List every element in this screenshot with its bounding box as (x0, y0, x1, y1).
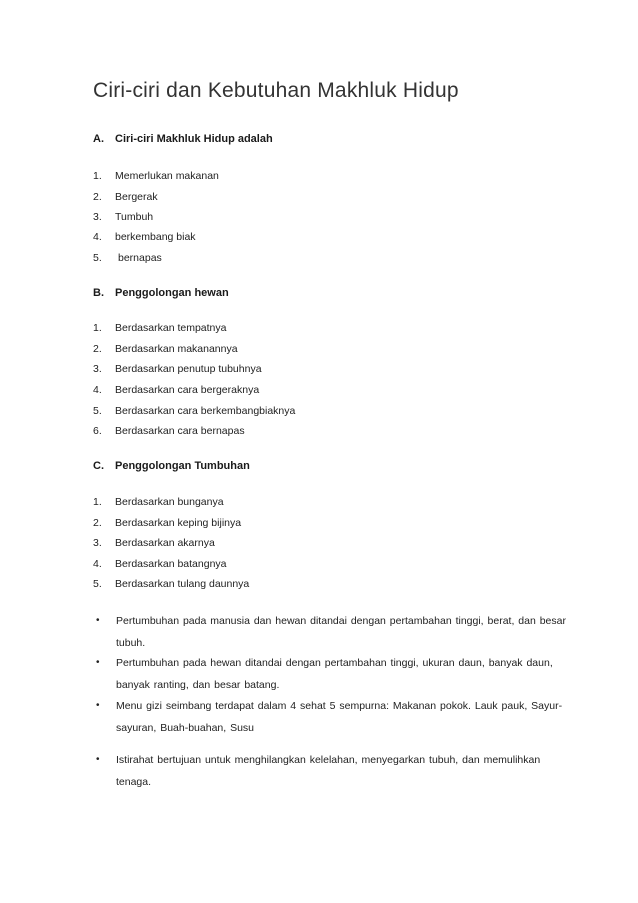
section-a-heading (93, 133, 273, 145)
bullet-icon: • (96, 700, 100, 711)
list-item (93, 343, 238, 355)
item-number: 2. (93, 191, 102, 203)
bullet-item (96, 749, 566, 793)
list-item (93, 231, 196, 243)
item-text: Berdasarkan batangnya (115, 558, 227, 570)
item-text: Berdasarkan tempatnya (115, 322, 227, 334)
item-text: Berdasarkan bunganya (115, 496, 224, 508)
bullet-item (96, 652, 566, 696)
bullet-text: Istirahat bertujuan untuk menghilangkan kelelahan, menyegarkan tubuh, dan memulihkan tenaga. (116, 754, 541, 788)
section-letter: A. (93, 133, 104, 145)
item-number: 4. (93, 384, 102, 396)
item-text: berkembang biak (115, 231, 196, 243)
item-number: 5. (93, 405, 102, 417)
bullet-icon: • (96, 754, 100, 765)
item-text: Memerlukan makanan (115, 170, 219, 182)
item-text: Berdasarkan makanannya (115, 343, 238, 355)
item-number: 3. (93, 537, 102, 549)
bullet-icon: • (96, 657, 100, 668)
list-item (93, 517, 241, 529)
page-title: Ciri-ciri dan Kebutuhan Makhluk Hidup (93, 79, 459, 102)
section-title: Ciri-ciri Makhluk Hidup adalah (115, 133, 273, 145)
section-title: Penggolongan Tumbuhan (115, 460, 250, 472)
list-item (93, 537, 215, 549)
item-text: Bergerak (115, 191, 158, 203)
list-item (93, 496, 224, 508)
list-item (93, 578, 249, 590)
list-item (93, 558, 227, 570)
list-item (93, 252, 162, 264)
list-item (93, 170, 219, 182)
bullet-text: Pertumbuhan pada hewan ditandai dengan pertambahan tinggi, ukuran daun, banyak daun, banyak ranting, dan besar batang. (116, 657, 553, 691)
item-text: bernapas (118, 252, 162, 264)
item-text: Berdasarkan cara bernapas (115, 425, 245, 437)
item-number: 5. (93, 252, 102, 264)
item-number: 2. (93, 517, 102, 529)
list-item (93, 322, 226, 334)
section-letter: B. (93, 287, 104, 299)
list-item (93, 425, 245, 437)
item-number: 2. (93, 343, 102, 355)
list-item (93, 405, 295, 417)
item-number: 4. (93, 558, 102, 570)
bullet-item (96, 610, 566, 654)
section-b-heading (93, 287, 229, 299)
item-number: 1. (93, 496, 102, 508)
list-item (93, 211, 153, 223)
item-text: Berdasarkan cara bergeraknya (115, 384, 260, 396)
item-number: 6. (93, 425, 102, 437)
item-text: Berdasarkan keping bijinya (115, 517, 242, 529)
bullet-text: Menu gizi seimbang terdapat dalam 4 sehat 5 sempurna: Makanan pokok. Lauk pauk, Sayur-sayuran, Buah-buahan, Susu (116, 700, 563, 734)
list-item (93, 384, 259, 396)
section-c-heading (93, 460, 250, 472)
item-number: 5. (93, 578, 102, 590)
bullet-icon: • (96, 615, 100, 626)
item-number: 1. (93, 170, 102, 182)
list-item (93, 363, 262, 375)
section-letter: C. (93, 460, 104, 472)
item-text: Berdasarkan tulang daunnya (115, 578, 250, 590)
bullet-text: Pertumbuhan pada manusia dan hewan ditandai dengan pertambahan tinggi, berat, dan besar tubuh. (116, 615, 566, 649)
item-text: Berdasarkan penutup tubuhnya (115, 363, 262, 375)
item-number: 3. (93, 363, 102, 375)
item-number: 1. (93, 322, 102, 334)
section-title: Penggolongan hewan (115, 287, 229, 299)
item-text: Berdasarkan cara berkembangbiaknya (115, 405, 296, 417)
bullet-item (96, 695, 566, 739)
item-number: 3. (93, 211, 102, 223)
item-text: Tumbuh (115, 211, 154, 223)
list-item (93, 191, 158, 203)
item-number: 4. (93, 231, 102, 243)
item-text: Berdasarkan akarnya (115, 537, 215, 549)
